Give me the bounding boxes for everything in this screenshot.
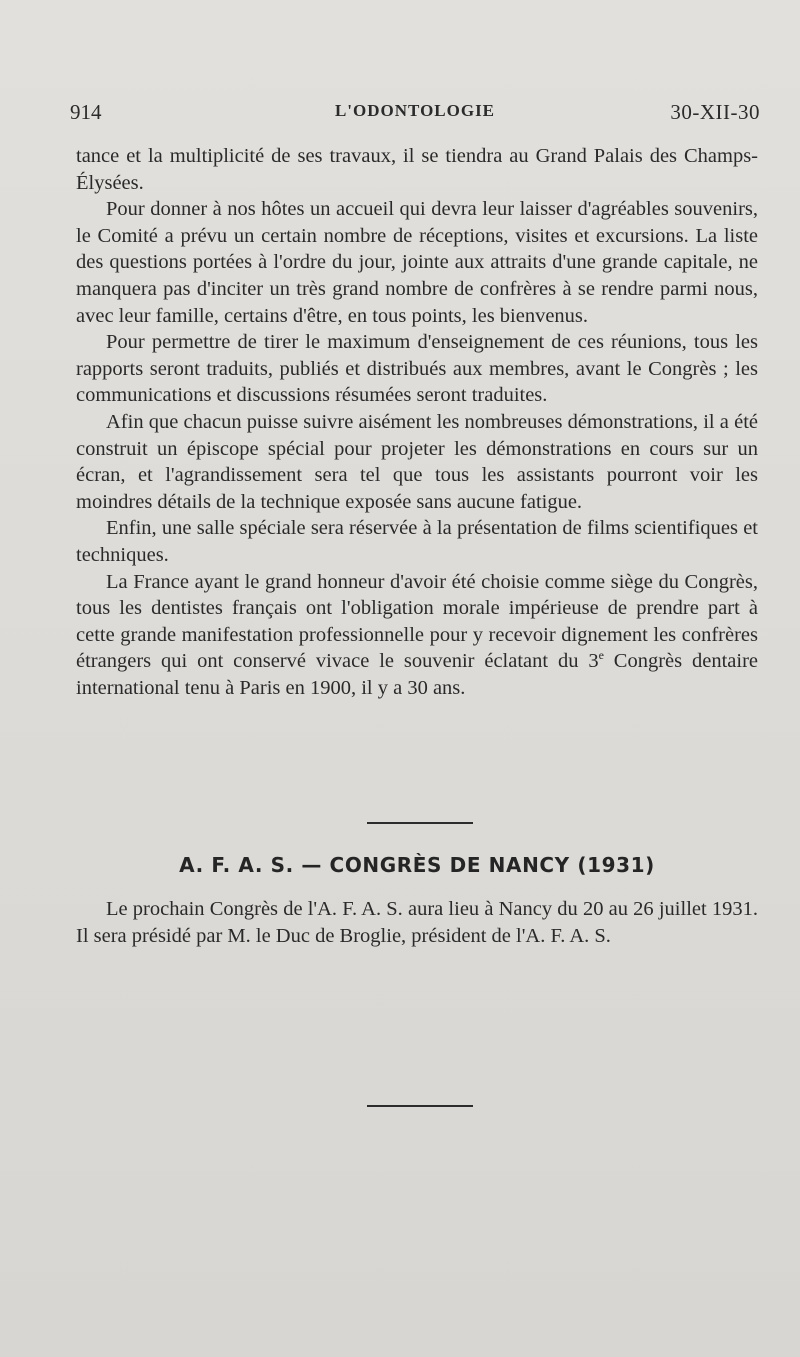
end-divider <box>367 1105 473 1107</box>
running-header <box>70 100 760 130</box>
section-body <box>76 896 758 949</box>
paragraph-continuation: tance et la multiplicité de ses travaux, il se tiendra au Grand Palais des Champs-Élysées. <box>76 145 758 194</box>
issue-date: 30-XII-30 <box>670 100 760 124</box>
ordinal-number: 3 <box>588 650 599 673</box>
article-body <box>76 143 758 701</box>
paragraph-france <box>76 569 758 702</box>
ordinal-superscript: e <box>598 648 604 663</box>
section-divider <box>367 822 473 824</box>
page-number: 914 <box>70 100 102 124</box>
paragraph-reports: Pour permettre de tirer le maximum d'enseignement de ces réunions, tous les rapports seront traduits, publiés et distribués aux membres, avant le Congrès ; les communications et discussions résumées seront traduites. <box>76 331 758 407</box>
paragraph-france-text: La France ayant le grand honneur d'avoir été choisie comme siège du Congrès, tous les dentistes français ont l'obligation morale impérieuse de prendre part à cette grande manifestation professionnelle pour y recevoir dignement les confrères étrangers qui ont conservé vivace le souvenir éclatant du <box>76 570 758 673</box>
journal-title: L'ODONTOLOGIE <box>334 101 496 120</box>
paragraph-films: Enfin, une salle spéciale sera réservée à la présentation de films scientifiques et techniques. <box>76 517 758 566</box>
paragraph-france-end: Congrès dentaire international tenu à Paris en 1900, il y a 30 ans. <box>76 650 759 699</box>
paragraph-receptions: Pour donner à nos hôtes un accueil qui devra leur laisser d'agréables souvenirs, le Comité a prévu un certain nombre de réceptions, visites et excursions. La liste des questions portées à l'ordre du jour, jointe aux attraits d'une grande capitale, ne manquera pas d'inciter un très grand nombre de confrères à se rendre parmi nous, avec leur famille, certains d'être, en tous points, les bienvenus. <box>76 198 758 327</box>
paragraph-episcope: Afin que chacun puisse suivre aisément les nombreuses démonstrations, il a été construit un épiscope spécial pour projeter les démonstrations en cours sur un écran, et l'agrandissement sera tel que tous les assistants pourront voir les moindres détails de la technique exposée sans aucune fatigue. <box>76 410 758 513</box>
section-heading: A. F. A. S. — CONGRÈS DE NANCY (1931) <box>179 853 655 877</box>
section-paragraph: Le prochain Congrès de l'A. F. A. S. aura lieu à Nancy du 20 au 26 juillet 1931. Il sera présidé par M. le Duc de Broglie, président de l'A. F. A. S. <box>76 898 758 947</box>
